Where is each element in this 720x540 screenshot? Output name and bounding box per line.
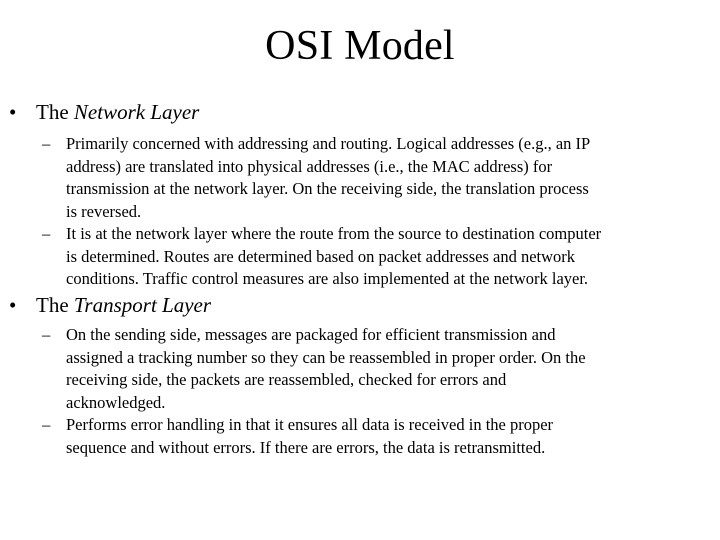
text-line: transmission at the network layer. On the receiving side, the translation process: [66, 179, 589, 198]
text-line: Performs error handling in that it ensures all data is received in the proper: [66, 415, 554, 434]
section-transport-layer: [0, 290, 720, 459]
bullet-icon: •: [9, 293, 17, 317]
sub-bullet-item: [0, 324, 720, 414]
heading-prefix: The: [36, 100, 69, 124]
text-line: acknowledged.: [66, 392, 166, 412]
dash-icon: –: [42, 325, 51, 344]
sub-bullet-item: [0, 414, 720, 459]
heading-layer-name: Network Layer: [73, 100, 200, 124]
dash-icon: –: [42, 224, 51, 243]
text-line: sequence and without errors. If there are errors, the data is retransmitted.: [66, 437, 546, 457]
text-line: is reversed.: [66, 201, 142, 221]
heading-prefix: The: [36, 293, 69, 317]
sub-bullet-item: [0, 133, 720, 223]
text-line: On the sending side, messages are packaged for efficient transmission and: [66, 325, 556, 344]
heading-layer-name: Transport Layer: [73, 293, 212, 317]
bullet-heading: [0, 97, 720, 127]
text-line: conditions. Traffic control measures are also implemented at the network layer.: [66, 269, 589, 288]
sub-bullet-list: [0, 324, 720, 459]
text-line: is determined. Routes are determined based on packet addresses and network: [66, 246, 576, 266]
text-line: It is at the network layer where the route from the source to destination computer: [66, 224, 602, 243]
dash-icon: –: [42, 134, 51, 153]
dash-icon: –: [42, 415, 51, 434]
text-line: address) are translated into physical addresses (i.e., the MAC address) for: [66, 156, 553, 176]
slide-title: OSI Model: [265, 23, 455, 69]
section-network-layer: [0, 97, 720, 291]
heading-text: [36, 290, 211, 320]
bullet-heading: [0, 290, 720, 320]
bullet-icon: •: [9, 100, 17, 124]
text-line: assigned a tracking number so they can be reassembled in proper order. On the: [66, 347, 586, 367]
sub-bullet-list: [0, 133, 720, 291]
text-line: Primarily concerned with addressing and routing. Logical addresses (e.g., an IP: [66, 134, 591, 153]
sub-bullet-item: [0, 223, 720, 291]
text-line: receiving side, the packets are reassembled, checked for errors and: [66, 370, 507, 389]
heading-text: [36, 97, 199, 127]
